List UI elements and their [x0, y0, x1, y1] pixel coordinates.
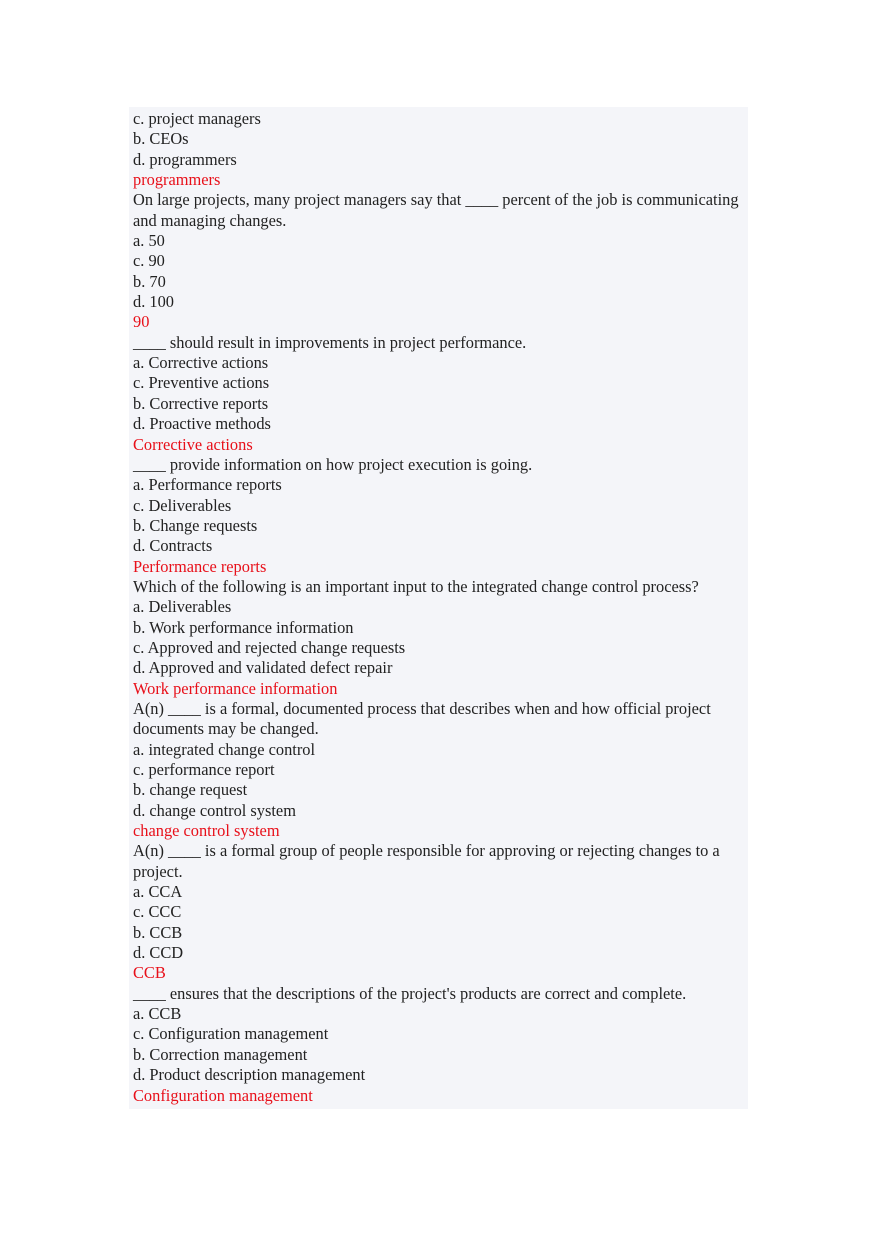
answer-text: 90 [133, 312, 150, 332]
option-text: d. Contracts [133, 536, 213, 556]
option-text: a. integrated change control [133, 739, 316, 759]
option-text: b. CCB [133, 922, 183, 942]
option-text: b. change request [133, 780, 248, 800]
option-text: c. CCC [133, 902, 182, 922]
option-text: b. Correction management [133, 1044, 308, 1064]
option-text: d. Approved and validated defect repair [133, 658, 393, 678]
quiz-text-block [129, 107, 748, 1109]
option-text: d. CCD [133, 943, 184, 963]
option-text: c. Approved and rejected change requests [133, 637, 406, 657]
option-text: b. Work performance information [133, 617, 354, 637]
question-text: ____ should result in improvements in project performance. [133, 332, 527, 352]
option-text: c. Deliverables [133, 495, 232, 515]
option-text: a. CCB [133, 1004, 182, 1024]
option-text: c. performance report [133, 760, 275, 779]
answer-text: change control system [133, 821, 280, 841]
answer-text: Configuration management [133, 1085, 313, 1105]
answer-text: Corrective actions [133, 434, 253, 454]
option-text: a. Corrective actions [133, 353, 269, 373]
option-text: d. Proactive methods [133, 414, 271, 434]
answer-text: programmers [133, 170, 221, 190]
question-text: Which of the following is an important input to the integrated change control process? [133, 576, 699, 596]
option-text: c. project managers [133, 109, 261, 128]
option-text: a. 50 [133, 231, 165, 251]
option-text: b. Corrective reports [133, 393, 269, 413]
question-text: ____ provide information on how project execution is going. [133, 454, 533, 474]
option-text: d. change control system [133, 800, 296, 820]
option-text: a. Deliverables [133, 597, 232, 617]
option-text: d. programmers [133, 149, 237, 169]
question-text: ____ ensures that the descriptions of the project's products are correct and complete. [133, 983, 687, 1003]
option-text: c. Configuration management [133, 1024, 329, 1044]
option-text: c. Preventive actions [133, 373, 270, 393]
option-text: d. 100 [133, 292, 174, 312]
question-text: On large projects, many project managers say that ____ percent of the job is communicating and managing changes. [133, 190, 739, 230]
option-text: b. 70 [133, 271, 166, 291]
question-text: A(n) ____ is a formal group of people responsible for approving or rejecting changes to a project. [133, 841, 720, 881]
option-text: c. 90 [133, 251, 165, 271]
question-text: A(n) ____ is a formal, documented process that describes when and how official project documents may be changed. [133, 698, 711, 739]
option-text: b. CEOs [133, 129, 189, 149]
option-text: a. CCA [133, 882, 183, 902]
answer-text: CCB [133, 963, 166, 983]
option-text: a. Performance reports [133, 475, 282, 495]
answer-text: Work performance information [133, 678, 338, 698]
answer-text: Performance reports [133, 556, 267, 576]
option-text: d. Product description management [133, 1065, 366, 1085]
option-text: b. Change requests [133, 515, 258, 535]
